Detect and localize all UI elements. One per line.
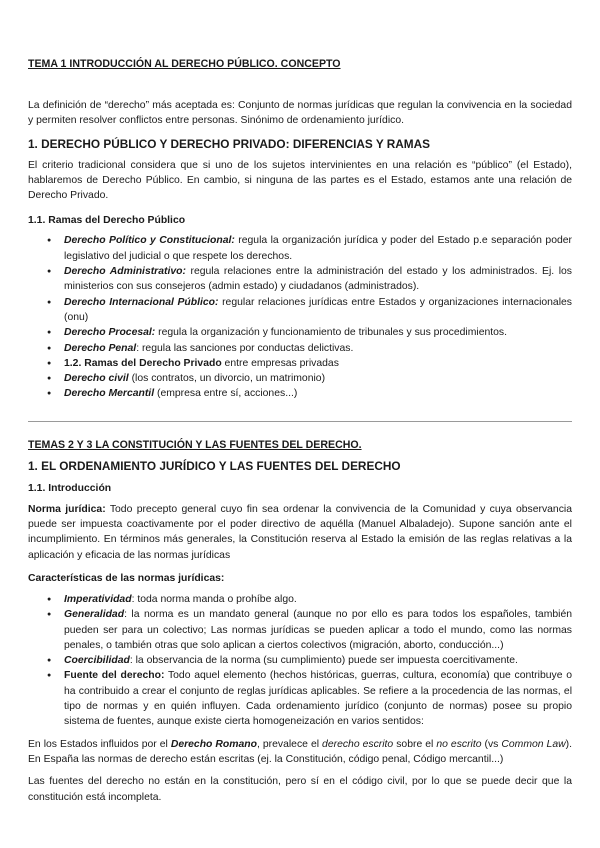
derecho-romano-paragraph bbox=[28, 737, 572, 768]
text-run: sobre el bbox=[393, 738, 437, 750]
norma-juridica-paragraph bbox=[28, 502, 572, 563]
item-text: regula la organización y funcionamiento de tribunales y sus procedimientos. bbox=[155, 327, 507, 339]
text-run: , prevalece el bbox=[256, 738, 323, 750]
norma-text: Todo precepto general cuyo fin sea ordenar la convivencia de la Comunidad y cuya observancia puede ser impuesta coactivamente por el poder directivo de aquélla (Manuel Albaladejo). Supone sanción ante el incumplimiento. En términos más generales, la Constitución reserva al Estado la emisión de las reglas relativas a la aplicación y eficacia de las normas jurídicas bbox=[28, 503, 572, 561]
item-text: : la observancia de la norma (su cumplimiento) puede ser impuesta coercitivamente. bbox=[129, 655, 518, 667]
tema23-title: TEMAS 2 Y 3 LA CONSTITUCIÓN Y LAS FUENTES DEL DERECHO. bbox=[28, 438, 362, 451]
caracteristicas-heading: Características de las normas jurídicas: bbox=[28, 572, 225, 584]
caracteristicas-list bbox=[28, 592, 572, 730]
tema1-title: TEMA 1 INTRODUCCIÓN AL DERECHO PÚBLICO. CONCEPTO bbox=[28, 58, 341, 70]
list-item bbox=[28, 264, 572, 295]
item-text: regula la organización jurídica y poder del Estado p.e separación poder legislativo del judicial o que respete los derechos. bbox=[64, 235, 572, 262]
list-item bbox=[28, 295, 572, 326]
item-text: (los contratos, un divorcio, un matrimonio) bbox=[128, 373, 326, 385]
list-item bbox=[28, 386, 572, 401]
list-item bbox=[28, 356, 572, 371]
text-run: En los Estados influidos por el bbox=[28, 738, 171, 750]
item-term: Fuente del derecho: bbox=[64, 670, 165, 682]
item-term: Derecho Penal bbox=[64, 342, 137, 354]
fuentes-constitucion-paragraph: Las fuentes del derecho no están en la constitución, pero sí en el código civil, por lo que se puede decir que la constitución está incompleta. bbox=[28, 776, 572, 803]
list-item bbox=[28, 341, 572, 356]
item-term: Derecho civil bbox=[64, 373, 129, 385]
list-item bbox=[28, 233, 572, 264]
item-term: Derecho Mercantil bbox=[64, 388, 155, 400]
emphasis-no-escrito: no escrito bbox=[436, 738, 482, 750]
emphasis-derecho-escrito: derecho escrito bbox=[322, 738, 394, 750]
item-term: Derecho Administrativo: bbox=[64, 266, 186, 278]
norma-term: Norma jurídica: bbox=[28, 503, 106, 515]
section1-heading: 1. DERECHO PÚBLICO Y DERECHO PRIVADO: DIFERENCIAS Y RAMAS bbox=[28, 136, 431, 151]
text-run: (vs bbox=[481, 738, 502, 750]
item-text: : toda norma manda o prohíbe algo. bbox=[131, 593, 297, 605]
list-item bbox=[28, 653, 572, 668]
item-text: : la norma es un mandato general (aunque no por ello es para todos los españoles, también pueden ser para un colectivo; Las normas jurídicas se pueden aplicar a todo el mundo, como las normas penales, o también otras que solo aplican a ciertos colectivos (migración, aborto, conducción...) bbox=[64, 609, 572, 651]
list-item bbox=[28, 592, 572, 607]
item-text: entre empresas privadas bbox=[221, 357, 339, 369]
item-text: : regula las sanciones por conductas delictivas. bbox=[136, 342, 354, 354]
ramas-privado-heading: 1.2. Ramas del Derecho Privado bbox=[64, 357, 222, 369]
list-item bbox=[28, 668, 572, 729]
ramas-publico-heading: 1.1. Ramas del Derecho Público bbox=[28, 215, 186, 227]
item-term: Generalidad bbox=[64, 609, 125, 621]
list-item bbox=[28, 607, 572, 653]
section-divider bbox=[28, 421, 572, 422]
list-item bbox=[28, 371, 572, 386]
item-term: Imperatividad bbox=[64, 593, 132, 605]
emphasis-common-law: Common Law bbox=[501, 738, 566, 750]
section-heading-ordenamiento: 1. EL ORDENAMIENTO JURÍDICO Y LAS FUENTES DEL DERECHO bbox=[28, 458, 401, 473]
item-term: Coercibilidad bbox=[64, 655, 130, 667]
ramas-list bbox=[28, 233, 572, 401]
emphasis-derecho-romano: Derecho Romano bbox=[170, 738, 257, 750]
item-term: Derecho Procesal: bbox=[64, 327, 156, 339]
introduccion-heading: 1.1. Introducción bbox=[28, 482, 112, 494]
item-text: regula relaciones entre la administración del estado y los administrados. Ej. los ministerios con sus consejeros (admin estado) y ciudadanos (administrados). bbox=[64, 266, 572, 293]
text-run: ). En España las normas de derecho están escritas (ej. la Constitución, código penal, Código mercantil...) bbox=[28, 738, 572, 765]
item-text: regular relaciones jurídicas entre Estados y organizaciones internacionales (onu) bbox=[64, 296, 572, 323]
section1-text: El criterio tradicional considera que si uno de los sujetos intervinientes en una relación es “público” (el Estado), hablaremos de Derecho Público. En cambio, si ninguna de las partes es el Estado, estamos ante una relación de Derecho Privado. bbox=[28, 159, 572, 202]
tema1-intro: La definición de “derecho” más aceptada es: Conjunto de normas jurídicas que regulan la convivencia en la sociedad y permiten resolver conflictos entre personas. Sinónimo de ordenamiento jurídico. bbox=[28, 100, 572, 127]
list-item bbox=[28, 325, 572, 340]
item-term: Derecho Internacional Público: bbox=[64, 296, 219, 308]
item-text: Todo aquel elemento (hechos históricas, guerras, cultura, economía) que contribuye o ha contribuido a crear el conjunto de reglas jurídicas aplicables. Se refiere a la procedencia de las normas, el tipo de normas y en quién influyen. Cada ordenamiento jurídico (conjunto de normas) posee su propio sistema de fuentes, aunque existe cierta homogeneización en varios sentidos: bbox=[64, 670, 572, 728]
item-term: Derecho Político y Constitucional: bbox=[64, 235, 235, 247]
item-text: (empresa entre sí, acciones...) bbox=[154, 388, 298, 400]
